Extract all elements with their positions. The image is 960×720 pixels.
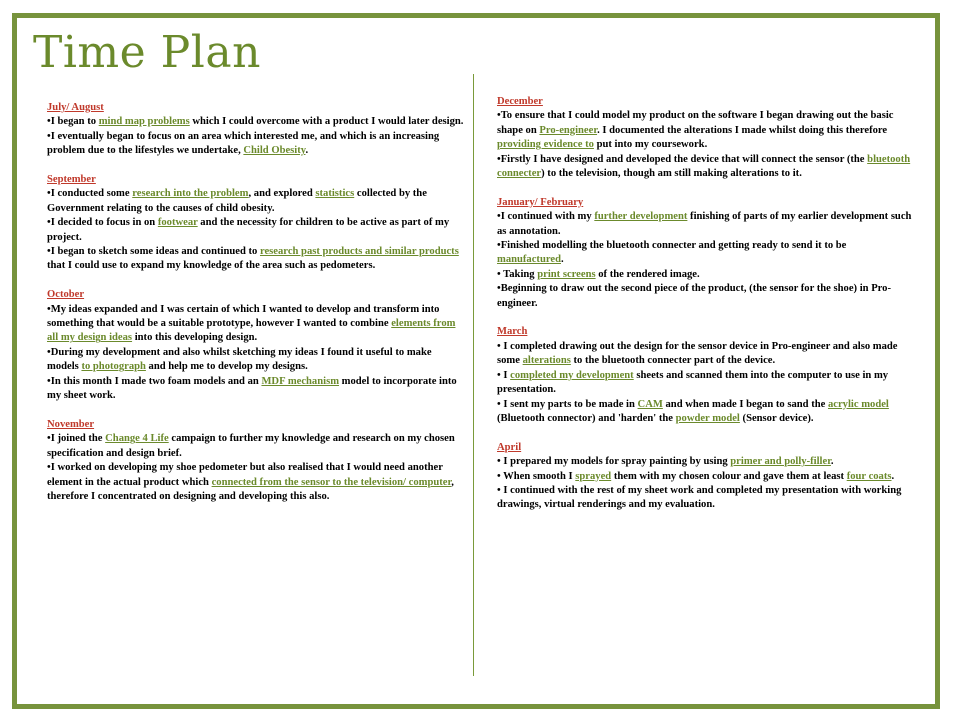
text-segment: •I began to sketch some ideas and continued to xyxy=(47,246,260,258)
highlighted-phrase: CAM xyxy=(637,398,663,410)
month-section xyxy=(47,101,465,159)
text-segment: , therefore I concentrated on designing and developing this also. xyxy=(47,476,454,502)
text-segment: •I decided to focus in on xyxy=(47,217,158,229)
text-segment: into this developing design. xyxy=(132,332,258,344)
text-segment: (Bluetooth connector) and 'harden' the xyxy=(497,412,676,424)
month-heading: March xyxy=(497,326,528,338)
text-segment: and help me to develop my designs. xyxy=(145,361,308,373)
text-segment: •I joined the xyxy=(47,433,106,445)
month-heading: September xyxy=(47,174,96,186)
bullet-paragraph xyxy=(47,187,465,216)
text-segment: them with my chosen colour and gave them at least xyxy=(611,470,847,482)
text-segment: •Finished modelling the bluetooth connecter and getting ready to send it to be xyxy=(497,240,847,252)
bullet-paragraph xyxy=(47,432,465,461)
text-segment: •I eventually began to focus on an area which interested me, and which is an increasing problem due to the lifestyles we undertake, xyxy=(47,130,440,157)
text-segment: that I could use to expand my knowledge of the area such as pedometers. xyxy=(47,260,376,272)
highlighted-phrase: mind map problems xyxy=(98,116,190,128)
text-segment: sheets and scanned them into the computer to use in my presentation. xyxy=(497,369,889,396)
bullet-paragraph xyxy=(497,282,915,311)
text-segment: • I continued with the rest of my sheet work and completed my presentation with working drawings, virtual renderings and my evaluation. xyxy=(497,484,902,511)
month-section xyxy=(47,173,465,274)
bullet-paragraph xyxy=(497,484,915,513)
bullet-paragraph xyxy=(47,375,465,404)
text-segment: (Sensor device). xyxy=(739,412,814,424)
month-section xyxy=(497,196,915,311)
text-segment: . xyxy=(560,254,564,266)
highlighted-phrase: print screens xyxy=(537,268,596,280)
highlighted-phrase: Change 4 Life xyxy=(105,433,169,445)
column-divider xyxy=(473,74,474,676)
bullet-paragraph xyxy=(497,398,915,427)
text-segment: ) to the television, though am still making alterations to it. xyxy=(541,168,802,180)
month-heading: January/ February xyxy=(497,196,584,208)
text-segment: . I documented the alterations I made whilst doing this therefore xyxy=(597,124,888,136)
month-section xyxy=(47,418,465,504)
text-segment: • When smooth I xyxy=(497,470,576,482)
month-heading: October xyxy=(47,289,85,301)
bullet-paragraph xyxy=(47,245,465,274)
text-segment: collected by the Government relating to the causes of child obesity. xyxy=(47,188,427,214)
month-heading: July/ August xyxy=(47,102,104,113)
text-segment: •I began to xyxy=(47,116,99,128)
highlighted-phrase: sprayed xyxy=(575,470,612,482)
text-segment: •I worked on developing my shoe pedometer but also realised that I would need another element in the actual product which xyxy=(47,462,443,488)
bullet-paragraph xyxy=(47,130,465,159)
bullet-paragraph xyxy=(497,340,915,369)
highlighted-phrase: acrylic model xyxy=(827,398,889,410)
page-title: Time Plan xyxy=(33,27,261,78)
text-segment: •During my development and also whilst sketching my ideas I found it useful to make models xyxy=(47,346,432,373)
text-segment: . xyxy=(830,456,834,468)
text-segment: . xyxy=(305,145,309,157)
highlighted-phrase: elements from all my design ideas xyxy=(47,318,456,344)
text-segment: • I prepared my models for spray painting by using xyxy=(497,456,731,468)
highlighted-phrase: footwear xyxy=(157,217,198,229)
text-segment: •Beginning to draw out the second piece of the product, (the sensor for the shoe) in Pro-engineer. xyxy=(497,283,892,309)
text-segment: •In this month I made two foam models and an xyxy=(47,375,262,387)
right-column xyxy=(497,95,915,527)
bullet-paragraph xyxy=(47,115,465,129)
highlighted-phrase: bluetooth connecter xyxy=(497,153,911,180)
bullet-paragraph xyxy=(47,461,465,504)
bullet-paragraph xyxy=(47,216,465,245)
month-section xyxy=(497,95,915,181)
text-segment: •Firstly I have designed and developed the device that will connect the sensor (the xyxy=(497,153,868,165)
highlighted-phrase: statistics xyxy=(315,188,355,200)
highlighted-phrase: research into the problem xyxy=(132,188,249,200)
highlighted-phrase: primer and polly-filler xyxy=(730,456,831,468)
highlighted-phrase: further development xyxy=(594,211,688,223)
text-segment: . xyxy=(891,470,895,482)
month-heading: November xyxy=(47,418,95,430)
highlighted-phrase: connected from the sensor to the television/ computer xyxy=(211,476,452,488)
text-segment: which I could overcome with a product I would later design. xyxy=(189,116,464,128)
text-segment: model to incorporate into my sheet work. xyxy=(47,375,457,402)
highlighted-phrase: four coats xyxy=(846,470,892,482)
bullet-paragraph xyxy=(47,303,465,346)
bullet-paragraph xyxy=(497,153,915,182)
bullet-paragraph xyxy=(497,210,915,239)
month-section xyxy=(497,325,915,426)
month-heading: December xyxy=(497,96,543,107)
text-segment: •My ideas expanded and I was certain of which I wanted to develop and transform into something that would be a suitable prototype, however I wanted to combine xyxy=(47,303,440,330)
month-section xyxy=(497,441,915,513)
highlighted-phrase: alterations xyxy=(522,355,571,367)
text-segment: and when made I began to sand the xyxy=(662,398,828,410)
highlighted-phrase: providing evidence to xyxy=(497,139,594,151)
text-segment: • I completed drawing out the design for the sensor device in Pro-engineer and also made some xyxy=(497,340,898,367)
bullet-paragraph xyxy=(497,455,915,469)
bullet-paragraph xyxy=(497,369,915,398)
bullet-paragraph xyxy=(497,239,915,268)
text-segment: put into my coursework. xyxy=(593,139,708,151)
bullet-paragraph xyxy=(497,109,915,152)
bullet-paragraph xyxy=(497,470,915,484)
text-segment: • Taking xyxy=(497,268,538,280)
highlighted-phrase: manufactured xyxy=(497,254,561,266)
text-segment: and the necessity for children to be active as part of my project. xyxy=(47,217,450,243)
bullet-paragraph xyxy=(47,346,465,375)
text-segment: • I xyxy=(497,369,511,381)
highlighted-phrase: research past products and similar products xyxy=(259,246,459,258)
bullet-paragraph xyxy=(497,268,915,282)
text-segment: •I conducted some xyxy=(47,188,133,200)
highlighted-phrase: completed my development xyxy=(510,369,634,381)
text-segment: campaign to further my knowledge and research on my chosen specification and design brief. xyxy=(47,433,455,459)
left-column xyxy=(47,101,465,519)
highlighted-phrase: MDF mechanism xyxy=(261,375,340,387)
text-segment: of the rendered image. xyxy=(595,268,700,280)
text-segment: •To ensure that I could model my product on the software I began drawing out the basic shape on xyxy=(497,110,894,136)
highlighted-phrase: to photograph xyxy=(81,361,146,373)
text-segment: •I continued with my xyxy=(497,211,595,223)
text-segment: finishing of parts of my earlier development such as annotation. xyxy=(497,211,912,237)
month-heading: April xyxy=(497,441,522,453)
text-segment: , and explored xyxy=(248,188,316,200)
text-segment: • I sent my parts to be made in xyxy=(497,398,638,410)
month-section xyxy=(47,288,465,403)
highlighted-phrase: Pro-engineer xyxy=(539,124,598,136)
highlighted-phrase: Child Obesity xyxy=(243,145,306,157)
highlighted-phrase: powder model xyxy=(675,412,740,424)
text-segment: to the bluetooth connecter part of the device. xyxy=(570,355,776,367)
